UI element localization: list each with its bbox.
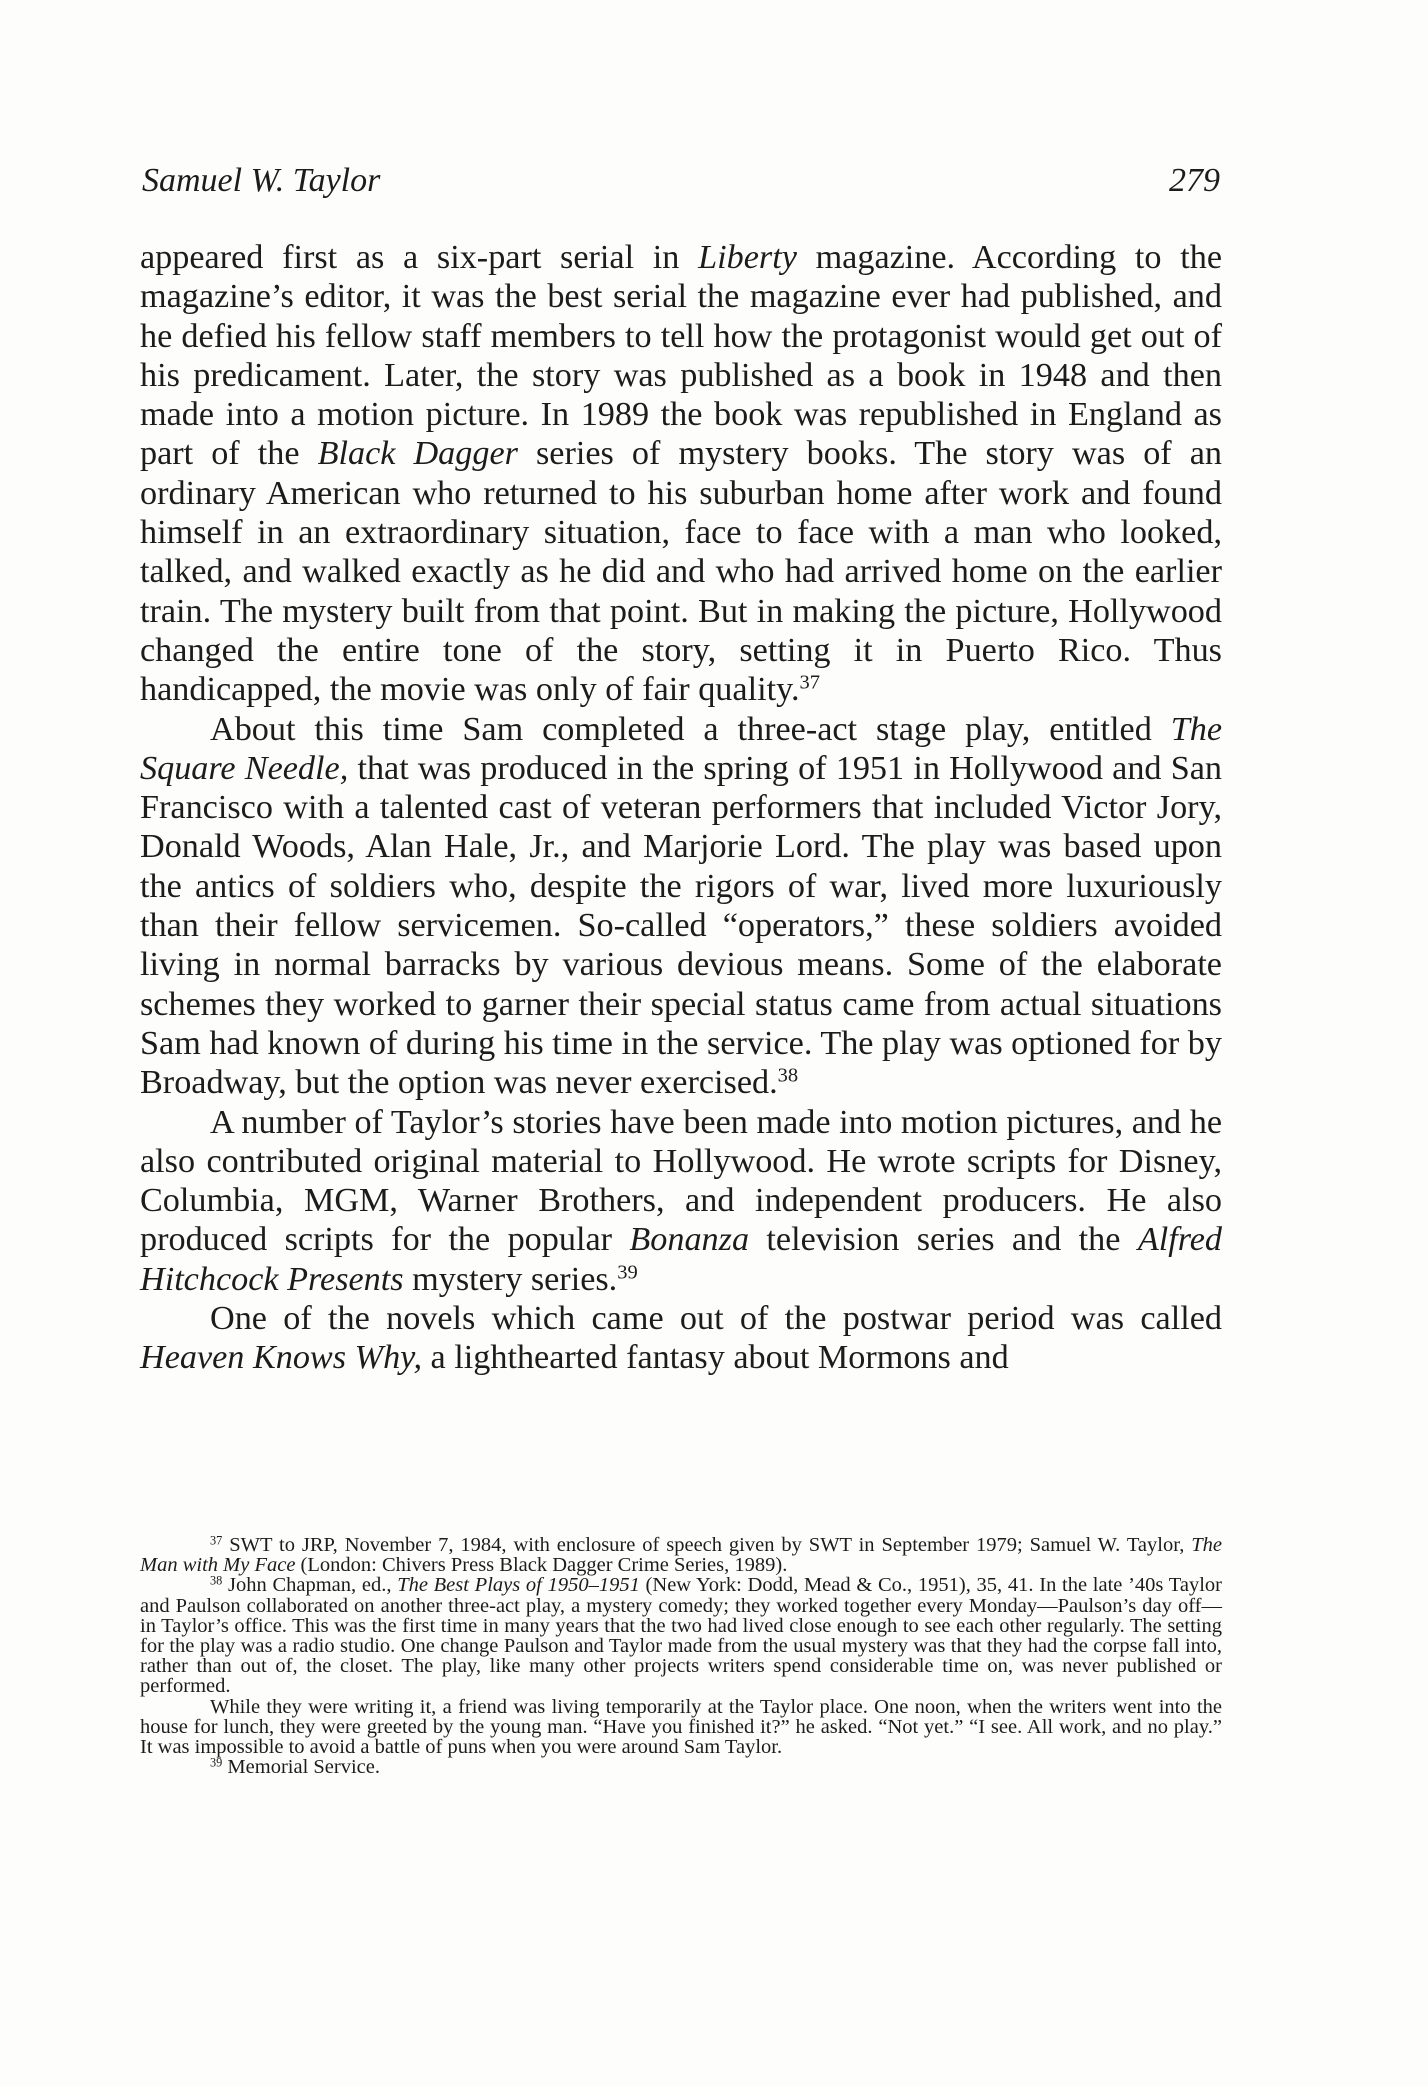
paragraph-postwar-novel: One of the novels which came out of the postwar period was called Heaven Knows Why, a lighthearted fantasy about Mormons and bbox=[140, 1300, 1222, 1377]
footnote-number: 38 bbox=[210, 1573, 223, 1588]
magazine-title: Liberty bbox=[698, 239, 797, 276]
footnote-number: 39 bbox=[210, 1755, 223, 1770]
tv-series-title: Bonanza bbox=[629, 1221, 750, 1259]
running-head bbox=[142, 162, 1220, 200]
paragraph-stage-play: About this time Sam completed a three-act stage play, entitled The Square Needle, that was produced in the spring of 1951 in Hollywood and San Francisco with a talented cast of veteran performers that included Victor Jory, Donald Woods, Alan Hale, Jr., and Marjorie Lord. The play was based upon the antics of soldiers who, despite the rigors of war, lived more luxuriously than their fellow servicemen. So-called “operators,” these soldiers avoided living in normal barracks by various devious means. Some of the elaborate schemes they worked to garner their special status came from actual situations Sam had known of during his time in the service. The play was optioned for by Broadway, but the option was never exercised.$^{38}$ bbox=[140, 710, 1222, 1102]
footnote-ref: 39 bbox=[617, 1261, 638, 1284]
footnote-39: $^{39}$ Memorial Service. bbox=[210, 1755, 380, 1779]
paragraph-liberty-serial: appeared first as a six-part serial in Liberty magazine. According to the magazine’s editor, it was the best serial the magazine ever had published, and he defied his fellow staff members to tell how the protagonist would get out of his predicament. Later, the story was published as a book in 1948 and then made into a motion picture. In 1989 the book was republished in England as part of the Black Dagger series of mystery books. The story was of an ordinary American who returned to his suburban home after work and found himself in an extraordinary situation, face to face with a man who looked, talked, and walked exactly as he did and who had arrived home on the earlier train. The mystery built from that point. But in making the picture, Hollywood changed the entire tone of the story, setting it in Puerto Rico. Thus handicapped, the movie was only of fair quality.$^{37}$ bbox=[140, 239, 1222, 709]
play-title: The Square Needle, bbox=[140, 710, 1222, 787]
running-head-author: Samuel W. Taylor bbox=[142, 162, 381, 199]
footnote-number: 37 bbox=[210, 1533, 223, 1548]
series-title: Black Dagger bbox=[317, 435, 518, 473]
footnote-ref: 37 bbox=[799, 671, 821, 694]
novel-title: Heaven Knows Why, bbox=[140, 1339, 422, 1377]
tv-series-title: Alfred Hitchcock Presents bbox=[140, 1221, 1222, 1298]
footnote-38: $^{38}$ John Chapman, ed., The Best Plays of 1950–1951 (New York: Dodd, Mead & Co., 1951), 35, 41. In the late ’40s Taylor and Paulson collaborated on another three-act play, a mystery comedy; they worked together every Monday—Paulson’s day off—in Taylor’s office. This was the first time in many years that the two had lived close enough to see each other regularly. The setting for the play was a radio studio. One change Paulson and Taylor made from the usual mystery was that they had the corpse fall into, rather than out of, the closet. The play, like many other projects writers spend considerable time on, was never published or performed. bbox=[140, 1573, 1222, 1698]
page-number: 279 bbox=[1169, 162, 1220, 199]
body-text bbox=[140, 238, 1222, 1378]
footnote-ref: 38 bbox=[777, 1064, 799, 1087]
footnote-37: $^{37}$ SWT to JRP, November 7, 1984, with enclosure of speech given by SWT in September 1979; Samuel W. Taylor, The Man with My Face (London: Chivers Press Black Dagger Crime Series, 1989). bbox=[140, 1533, 1222, 1577]
footnote-38-continued: While they were writing it, a friend was living temporarily at the Taylor place. One noon, when the writers went into the house for lunch, they were greeted by the young man. “Have you finished it?” he asked. “Not yet.” “I see. All work, and no play.” It was impossible to avoid a battle of puns when you were around Sam Taylor. bbox=[140, 1695, 1222, 1759]
book-title: The Best Plays of 1950–1951 bbox=[397, 1574, 640, 1597]
book-title: The Man with My Face bbox=[140, 1534, 1222, 1577]
footnotes bbox=[140, 1535, 1222, 1777]
paragraph-hollywood: A number of Taylor’s stories have been made into motion pictures, and he also contributed original material to Hollywood. He wrote scripts for Disney, Columbia, MGM, Warner Brothers, and independent producers. He also produced scripts for the popular Bonanza television series and the Alfred Hitchcock Presents mystery series.$^{39}$ bbox=[140, 1103, 1222, 1298]
